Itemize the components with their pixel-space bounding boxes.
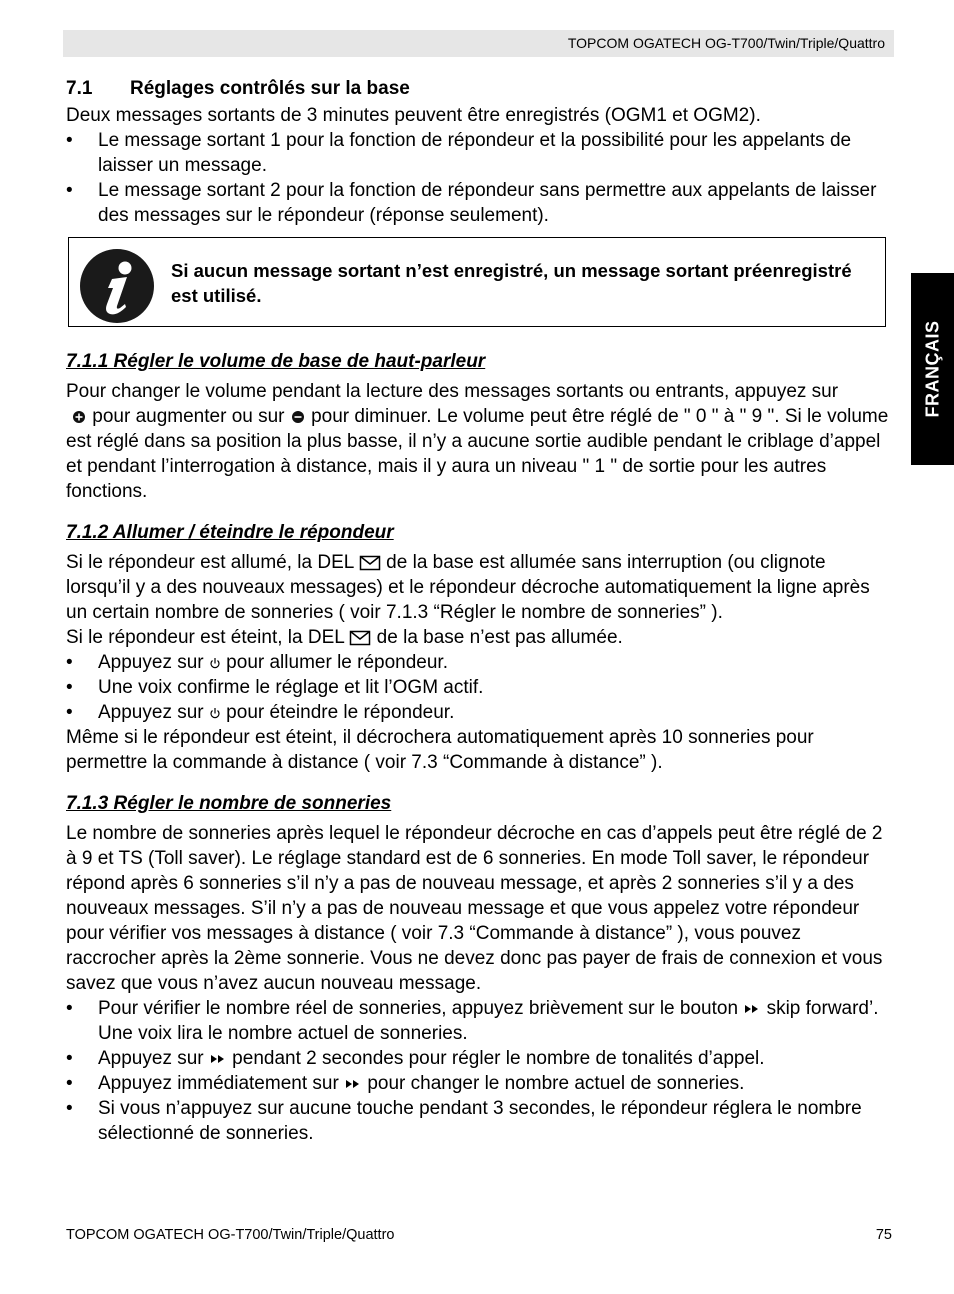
- envelope-led-icon: [349, 630, 371, 646]
- list-item: • Appuyez sur pendant 2 secondes pour régler le nombre de tonalités d’appel.: [66, 1046, 890, 1071]
- subsection-title-712: 7.1.2 Allumer / éteindre le répondeur: [66, 522, 394, 543]
- list-item: • Si vous n’appuyez sur aucune touche pendant 3 secondes, le répondeur réglera le nombre sélectionné de sonneries.: [66, 1096, 890, 1146]
- subsection-title-713: 7.1.3 Régler le nombre de sonneries: [66, 793, 392, 814]
- paragraph-712-a: Si le répondeur est allumé, la DEL de la base est allumée sans interruption (ou clignote lorsqu’il y a des nouveaux messages) et le répondeur décroche automatiquement la ligne après un certain nombre de sonneries ( voir 7.1.3 “Régler le nombre de sonneries” ).: [66, 552, 870, 623]
- page-number: 75: [875, 1227, 892, 1243]
- power-icon: [209, 706, 221, 720]
- paragraph-713: Le nombre de sonneries après lequel le répondeur décroche en cas d’appels peut être réglé de 2 à 9 et TS (Toll saver). Le réglage standard est de 6 sonneries. En mode Toll saver, le répondeur répond après 6 sonneries s’il n’y a pas de nouveau message, et après 2 sonneries s’il y a des nouveaux messages. S’il n’y a pas de nouveau message et que vous appelez votre répondeur pour vérifier vos messages à distance ( voir 7.3 “Commande à distance” ), vous pouvez raccrocher après la 2ème sonnerie. Vous ne devez donc pas payer de frais de connexion et vous savez que vous n’avez aucun nouveau message.: [66, 823, 883, 994]
- paragraph-712-c: Même si le répondeur est éteint, il décrochera automatiquement après 10 sonneries pour permettre la commande à distance ( voir 7.3 “Commande à distance” ).: [66, 727, 814, 773]
- paragraph-711: Pour changer le volume pendant la lecture des messages sortants ou entrants, appuyez sur pour augmenter ou sur pour diminuer. Le volume peut être réglé de " 0 " à " 9 ". Si le volume est réglé dans sa position la plus basse, il n’y a aucune sortie audible pendant le criblage d’appel et pendant l’interrogation à distance, mais il y aura un niveau " 1 " de sortie pour les autres fonctions.: [66, 381, 889, 502]
- list-item: • Pour vérifier le nombre réel de sonneries, appuyez brièvement sur le bouton skip forward’. Une voix lira le nombre actuel de sonneries.: [66, 996, 890, 1046]
- skip-forward-icon: [209, 1053, 227, 1065]
- info-icon: [79, 248, 155, 324]
- section-number: 7.1: [66, 78, 93, 99]
- plus-button-icon: [71, 409, 87, 425]
- envelope-led-icon: [359, 555, 381, 571]
- header-bar: [63, 30, 894, 57]
- note-text: Si aucun message sortant n’est enregistré, un message sortant préenregistré est utilisé.: [171, 260, 852, 306]
- minus-button-icon: [290, 409, 306, 425]
- list-item: • Le message sortant 1 pour la fonction de répondeur et la possibilité pour les appelants de laisser un message.: [66, 128, 890, 178]
- list-item: • Appuyez immédiatement sur pour changer le nombre actuel de sonneries.: [66, 1071, 890, 1096]
- info-note-box: [68, 237, 886, 327]
- skip-forward-icon: [743, 1003, 761, 1015]
- list-item: • Une voix confirme le réglage et lit l’OGM actif.: [66, 675, 890, 700]
- list-item: • Appuyez sur pour allumer le répondeur.: [66, 650, 890, 675]
- section-intro: Deux messages sortants de 3 minutes peuvent être enregistrés (OGM1 et OGM2).: [66, 105, 761, 126]
- power-icon: [209, 656, 221, 670]
- list-item: • Le message sortant 2 pour la fonction de répondeur sans permettre aux appelants de laisser des messages sur le répondeur (réponse seulement).: [66, 178, 890, 228]
- subsection-title-711: 7.1.1 Régler le volume de base de haut-parleur: [66, 351, 486, 372]
- section-title: Réglages contrôlés sur la base: [130, 78, 410, 99]
- language-tab-label: FRANÇAIS: [922, 320, 942, 418]
- list-item: • Appuyez sur pour éteindre le répondeur.: [66, 700, 890, 725]
- header-title: TOPCOM OGATECH OG-T700/Twin/Triple/Quattro: [567, 35, 885, 51]
- skip-forward-icon: [344, 1078, 362, 1090]
- section-heading: [66, 76, 890, 101]
- footer-title: TOPCOM OGATECH OG-T700/Twin/Triple/Quattro: [66, 1227, 395, 1243]
- page-content: [66, 76, 890, 1146]
- language-tab: [911, 273, 954, 465]
- paragraph-712-b: Si le répondeur est éteint, la DEL de la base n’est pas allumée.: [66, 627, 623, 648]
